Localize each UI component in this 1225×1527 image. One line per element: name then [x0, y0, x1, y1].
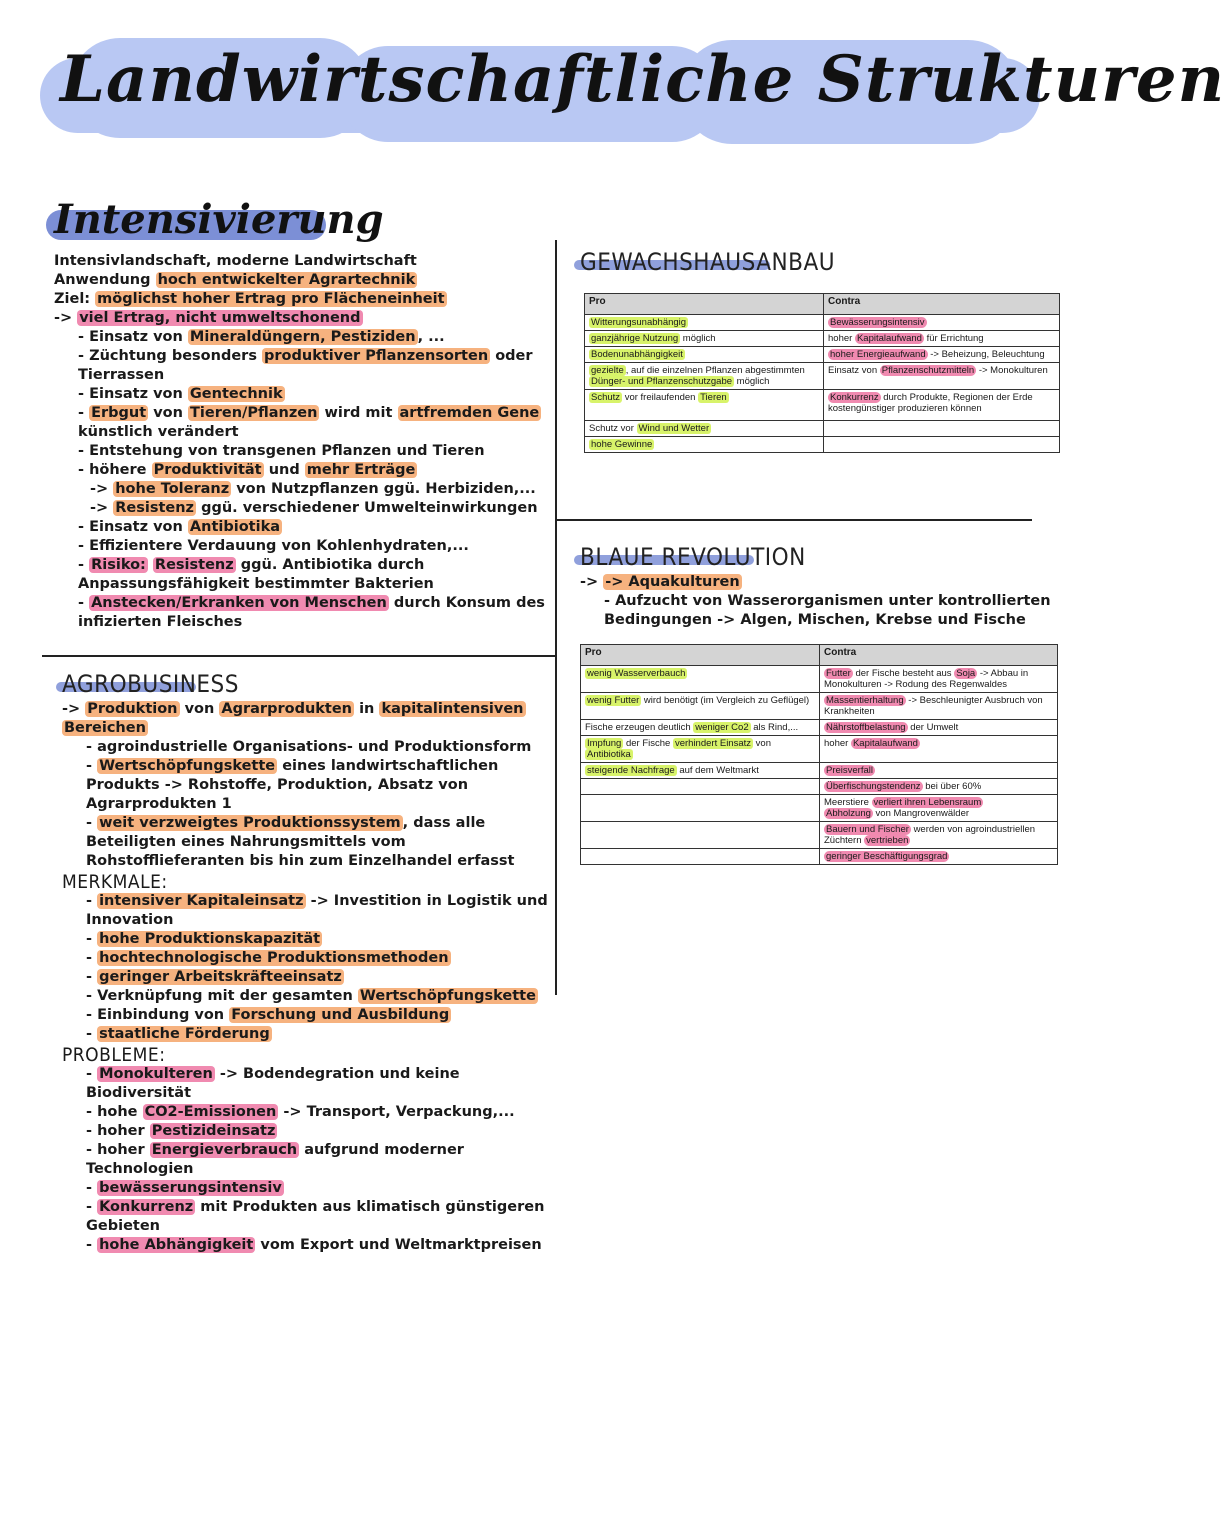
table-row: wenig Wasserverbauch Futter der Fische besteht aus Soja -> Abbau in Monokulturen -> Rodung des Regenwaldes — [581, 666, 1058, 693]
table-row: steigende Nachfrage auf dem Weltmarkt Preisverfall — [581, 763, 1058, 779]
gewaechshaus-table — [584, 293, 1060, 453]
horizontal-divider-right — [556, 519, 1032, 521]
table-row: wenig Futter wird benötigt (im Vergleich zu Geflügel) Massentierhaltung -> Beschleunigter Ausbruch von Krankheiten — [581, 693, 1058, 720]
intensivierung-heading: Intensivierung — [54, 196, 384, 243]
table-row: Schutz vor freilaufenden Tieren Konkurrenz durch Produkte, Regionen der Erde kostengünstiger produzieren können — [585, 390, 1060, 421]
intensivierung-text: Intensivlandschaft, moderne Landwirtschaft Anwendung hoch entwickelter Agrartechnik Ziel: möglichst hoher Ertrag pro Flächeneinheit -> viel Ertrag, nicht umweltschonend - Einsatz von Mineraldüngern, Pestiziden , ... - Züchtung besonders produktiver Pflanzensorten oder Tierrassen - Einsatz von Gentechnik - Erbgut von Tieren/Pflanzen wird mit artfremden Gene künstlich verändert - Entstehung von transgenen Pflanzen und Tieren - höhere Produktivität und mehr Erträge -> hohe Toleranz von Nutzpflanzen ggü. Herbiziden,... -> Resistenz ggü. verschiedener Umwelteinwirkungen - Einsatz von Antibiotika - Effizientere Verdauung von Kohlenhydraten,... - Risiko: Resistenz ggü. Antibiotika durch Anpassungsfähigkeit bestimmter Bakterien - Anstecken/Erkranken von Menschen durch Konsum des infizierten Fleisches — [54, 253, 545, 630]
table-header-pro: Pro — [585, 294, 824, 315]
table-row: hohe Gewinne — [585, 437, 1060, 453]
table-row: ganzjährige Nutzung möglich hoher Kapitalaufwand für Errichtung — [585, 331, 1060, 347]
table-row: geringer Beschäftigungsgrad — [581, 849, 1058, 865]
blaue-revolution-heading: BLAUE REVOLUTION — [580, 543, 806, 571]
horizontal-divider-left — [42, 655, 556, 657]
table-row: Schutz vor Wind und Wetter — [585, 421, 1060, 437]
merkmale-heading: MERKMALE: — [62, 871, 168, 893]
table-row: Bodenunabhängigkeit hoher Energieaufwand -> Beheizung, Beleuchtung — [585, 347, 1060, 363]
table-header-contra: Contra — [824, 294, 1060, 315]
vertical-divider-bottom — [555, 655, 557, 995]
table-header-pro: Pro — [581, 645, 820, 666]
table-row: Fische erzeugen deutlich weniger Co2 als Rind,... Nährstoffbelastung der Umwelt — [581, 720, 1058, 736]
blaue-revolution-table — [580, 644, 1058, 865]
table-header-contra: Contra — [820, 645, 1058, 666]
table-row: Bauern und Fischer werden von agroindustriellen Züchtern vertrieben — [581, 822, 1058, 849]
table-row: Impfung der Fische verhindert Einsatz von Antibiotika hoher Kapitalaufwand — [581, 736, 1058, 763]
page-title: Landwirtschaftliche Strukturen — [60, 42, 1225, 117]
vertical-divider-top — [555, 240, 557, 655]
gewaechshaus-heading: GEWACHSHAUSANBAU — [580, 248, 835, 276]
blaue-revolution-text: -> -> Aquakulturen - Aufzucht von Wasserorganismen unter kontrollierten Bedingungen -> Algen, Mischen, Krebse und Fische — [580, 574, 1051, 628]
agrobusiness-heading: AGROBUSINESS — [62, 670, 239, 698]
probleme-heading: PROBLEME: — [62, 1044, 166, 1066]
table-row: gezielte , auf die einzelnen Pflanzen abgestimmten Dünger- und Pflanzenschutzgabe möglich Einsatz von Pflanzenschutzmitteln -> Monokulturen — [585, 363, 1060, 390]
table-row: Überfischungstendenz bei über 60% — [581, 779, 1058, 795]
agrobusiness-text: -> Produktion von Agrarprodukten in kapitalintensiven Bereichen - agroindustrielle Organisations- und Produktionsform - Wertschöpfungskette eines landwirtschaftlichen Produkts -> Rohstoffe, Produktion, Absatz von Agrarprodukten 1 - weit verzweigtes Produktionssystem , dass alle Beteiligten eines Nahrungsmittels vom Rohstofflieferanten bis hin zum Einzelhandel erfasst MERKMALE: - intensiver Kapitaleinsatz -> Investition in Logistik und Innovation - hohe Produktionskapazität - hochtechnologische Produktionsmethoden - geringer Arbeitskräfteeinsatz - Verknüpfung mit der gesamten Wertschöpfungskette - Einbindung von Forschung und Ausbildung - staatliche Förderung PROBLEME: - Monokulteren -> Bodendegration und keine Biodiversität - hohe CO2-Emissionen -> Transport, Verpackung,... - hoher Pestizideinsatz - hoher Energieverbrauch aufgrund moderner Technologien - bewässerungsintensiv - Konkurrenz mit Produkten aus klimatisch günstigeren Gebieten - hohe Abhängigkeit vom Export und Weltmarktpreisen — [62, 701, 548, 1253]
table-row: Meerstiere verliert ihren Lebensraum Abholzung von Mangrovenwälder — [581, 795, 1058, 822]
table-row: Witterungsunabhängig Bewässerungsintensiv — [585, 315, 1060, 331]
